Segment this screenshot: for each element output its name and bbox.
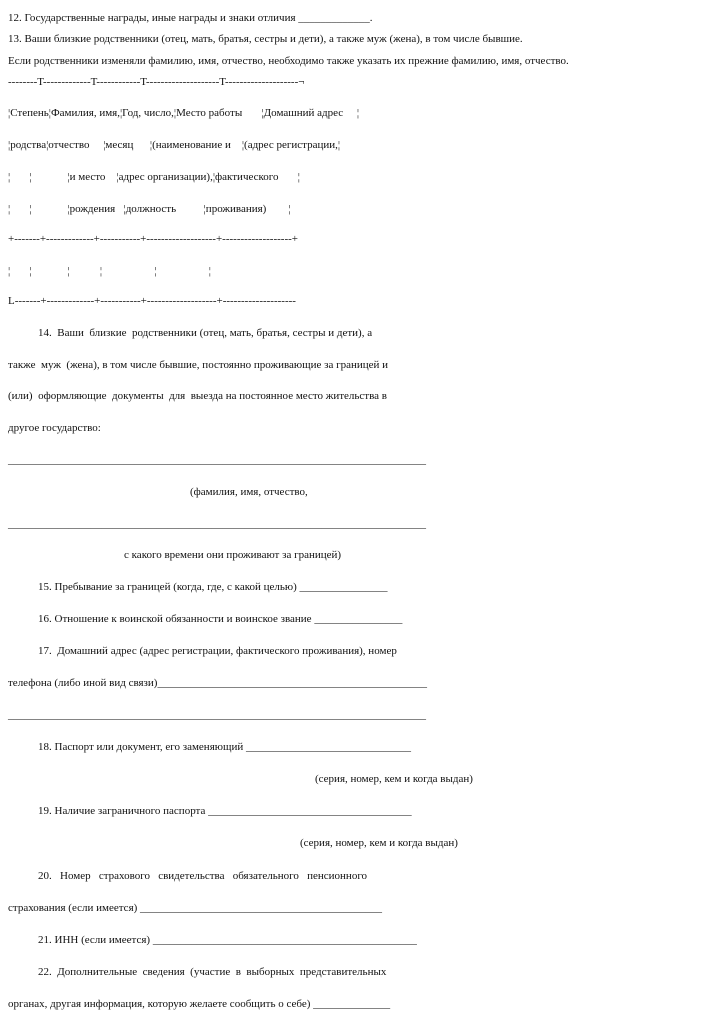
blank-line-relatives-1: ____________________________________________________________________________ xyxy=(8,454,426,466)
table-header-row-2: ¦родства¦отчество ¦месяц ¦(наименование и ¦(адрес регистрации,¦ xyxy=(8,139,341,151)
table-bottom-border: L-------+-------------+-----------+-------------------+-------------------- xyxy=(8,295,296,307)
table-header-row-1: ¦Степень¦Фамилия, имя,¦Год, число,¦Место работы ¦Домашний адрес ¦ xyxy=(8,107,360,119)
hint-passport-details: (серия, номер, кем и когда выдан) xyxy=(315,773,473,785)
item-17-address-line-2: телефона (либо иной вид связи)_________________________________________________ xyxy=(8,677,427,689)
item-20-pension-line-1: 20. Номер страхового свидетельства обязательного пенсионного xyxy=(38,870,368,882)
table-header-row-3: ¦ ¦ ¦и место ¦адрес организации),¦фактического ¦ xyxy=(8,171,300,183)
item-16-military: 16. Отношение к воинской обязанности и воинское звание ________________ xyxy=(38,613,403,625)
table-header-row-4: ¦ ¦ ¦рождения ¦должность ¦проживания) ¦ xyxy=(8,203,291,215)
hint-full-name: (фамилия, имя, отчество, xyxy=(190,486,308,498)
item-13-name-change-note: Если родственники изменяли фамилию, имя, отчество, необходимо также указать их прежние фамилию, имя, отчество. xyxy=(8,55,569,67)
item-14-line-1: 14. Ваши близкие родственники (отец, мать, братья, сестры и дети), а xyxy=(38,327,373,339)
item-14-line-3: (или) оформляющие документы для выезда на постоянное место жительства в xyxy=(8,390,387,402)
blank-line-relatives-2: ____________________________________________________________________________ xyxy=(8,518,426,530)
item-15-abroad: 15. Пребывание за границей (когда, где, с какой целью) ________________ xyxy=(38,581,388,593)
table-separator: +-------+-------------+-----------+-------------------+-------------------+ xyxy=(8,233,298,245)
hint-foreign-passport-details: (серия, номер, кем и когда выдан) xyxy=(300,837,458,849)
blank-line-address: ____________________________________________________________________________ xyxy=(8,709,426,721)
item-17-address-line-1: 17. Домашний адрес (адрес регистрации, фактического проживания), номер xyxy=(38,645,397,657)
item-13-relatives: 13. Ваши близкие родственники (отец, мать, братья, сестры и дети), а также муж (жена), в том числе бывшие. xyxy=(8,33,523,45)
item-21-inn: 21. ИНН (если имеется) ________________________________________________ xyxy=(38,934,417,946)
item-14-line-2: также муж (жена), в том числе бывшие, постоянно проживающие за границей и xyxy=(8,359,389,371)
item-18-passport: 18. Паспорт или документ, его заменяющий ______________________________ xyxy=(38,741,411,753)
table-top-border: --------T-------------T------------T--------------------T--------------------¬ xyxy=(8,76,305,88)
item-19-foreign-passport: 19. Наличие заграничного паспорта _____________________________________ xyxy=(38,805,412,817)
table-empty-row: ¦ ¦ ¦ ¦ ¦ ¦ xyxy=(8,265,211,277)
item-22-additional-line-1: 22. Дополнительные сведения (участие в выборных представительных xyxy=(38,966,387,978)
hint-since-when: с какого времени они проживают за границей) xyxy=(124,549,342,561)
item-20-pension-line-2: страхования (если имеется) ____________________________________________ xyxy=(8,902,383,914)
item-12-awards: 12. Государственные награды, иные награды и знаки отличия _____________. xyxy=(8,12,373,24)
item-22-additional-line-2: органах, другая информация, которую желаете сообщить о себе) ______________ xyxy=(8,998,391,1010)
item-14-line-4: другое государство: xyxy=(8,422,101,434)
